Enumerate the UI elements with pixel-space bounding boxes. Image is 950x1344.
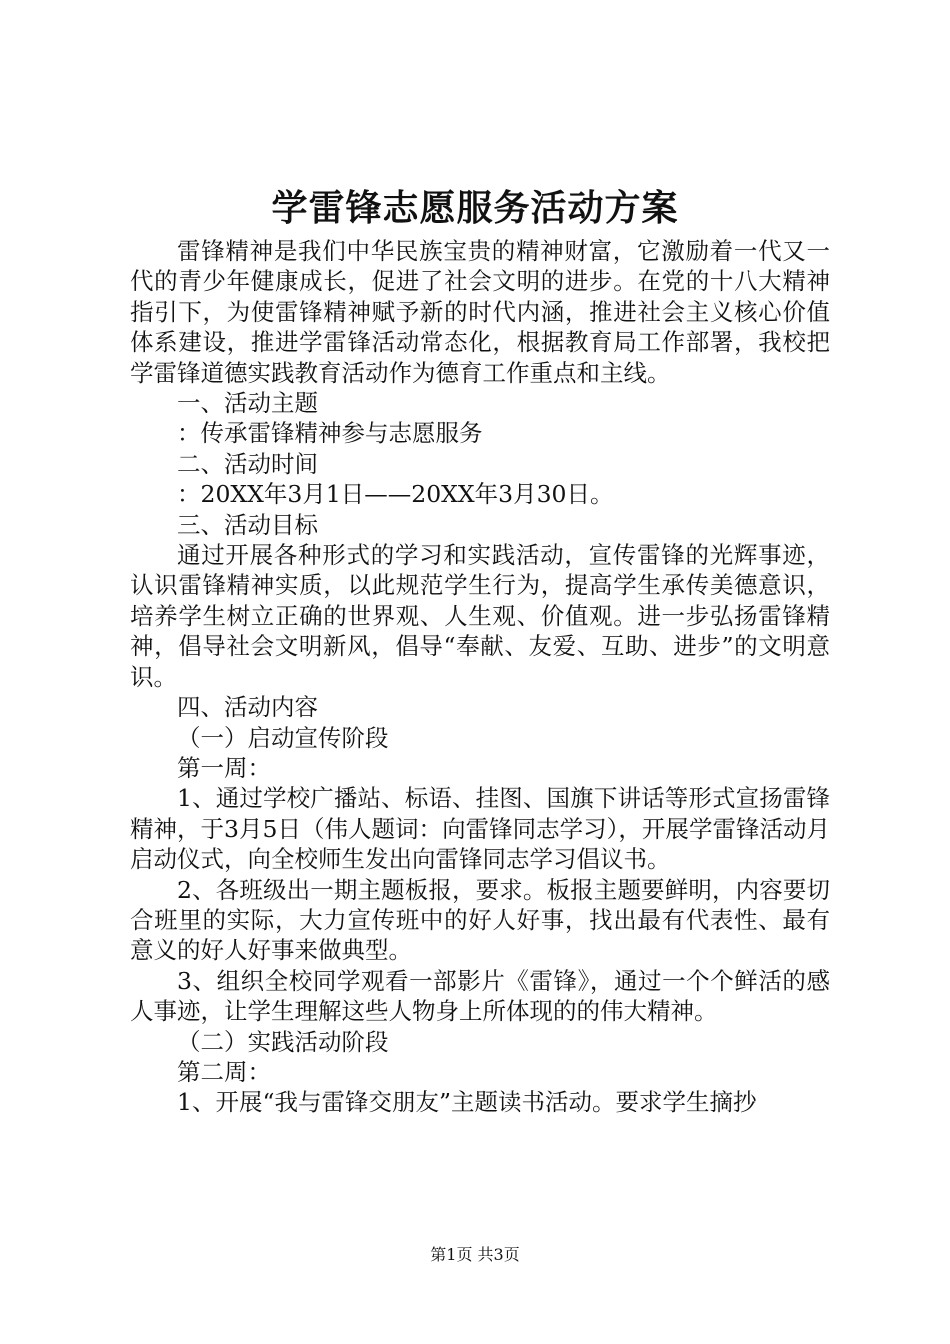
section-heading-goal: 三、活动目标 — [177, 510, 318, 539]
week-two-label: 第二周： — [177, 1057, 271, 1086]
goal-paragraph: 通过开展各种形式的学习和实践活动，宣传雷锋的光辉事迹，认识雷锋精神实质，以此规范学生行为，提高学生承传美德意识，培养学生树立正确的世界观、人生观、价值观。进一步弘扬雷锋精神，倡导社会文明新风，倡导“奉献、友爱、互助、进步”的文明意识。 — [130, 541, 830, 691]
week-one-item-1: 1、通过学校广播站、标语、挂图、国旗下讲话等形式宣扬雷锋精神，于3月5日（伟人题词：向雷锋同志学习），开展学雷锋活动月启动仪式，向全校师生发出向雷锋同志学习倡议书。 — [130, 784, 830, 874]
theme-text: ：传承雷锋精神参与志愿服务 — [177, 419, 483, 448]
document-title: 学雷锋志愿服务活动方案 — [271, 187, 679, 229]
document-body — [130, 236, 830, 1118]
intro-paragraph: 雷锋精神是我们中华民族宝贵的精神财富，它激励着一代又一代的青少年健康成长，促进了社会文明的进步。在党的十八大精神指引下，为使雷锋精神赋予新的时代内涵，推进社会主义核心价值体系建设，推进学雷锋活动常态化，根据教育局工作部署，我校把学雷锋道德实践教育活动作为德育工作重点和主线。 — [130, 237, 830, 387]
subsection-heading-launch: （一）启动宣传阶段 — [177, 723, 389, 752]
section-heading-time: 二、活动时间 — [177, 449, 318, 478]
subsection-heading-practice: （二）实践活动阶段 — [177, 1027, 389, 1056]
section-heading-theme: 一、活动主题 — [177, 389, 318, 418]
section-heading-content: 四、活动内容 — [177, 693, 318, 722]
week-two-item-1: 1、开展“我与雷锋交朋友”主题读书活动。要求学生摘抄 — [177, 1088, 757, 1117]
week-one-item-3: 3、组织全校同学观看一部影片《雷锋》，通过一个个鲜活的感人事迹，让学生理解这些人物身上所体现的的伟大精神。 — [130, 966, 830, 1026]
week-one-item-2: 2、各班级出一期主题板报，要求。板报主题要鲜明，内容要切合班里的实际，大力宣传班中的好人好事，找出最有代表性、最有意义的好人好事来做典型。 — [130, 875, 830, 965]
week-one-label: 第一周： — [177, 753, 271, 782]
time-text: ：20XX年3月1日——20XX年3月30日。 — [177, 480, 614, 509]
page-footer: 第1页 共3页 — [430, 1245, 520, 1264]
